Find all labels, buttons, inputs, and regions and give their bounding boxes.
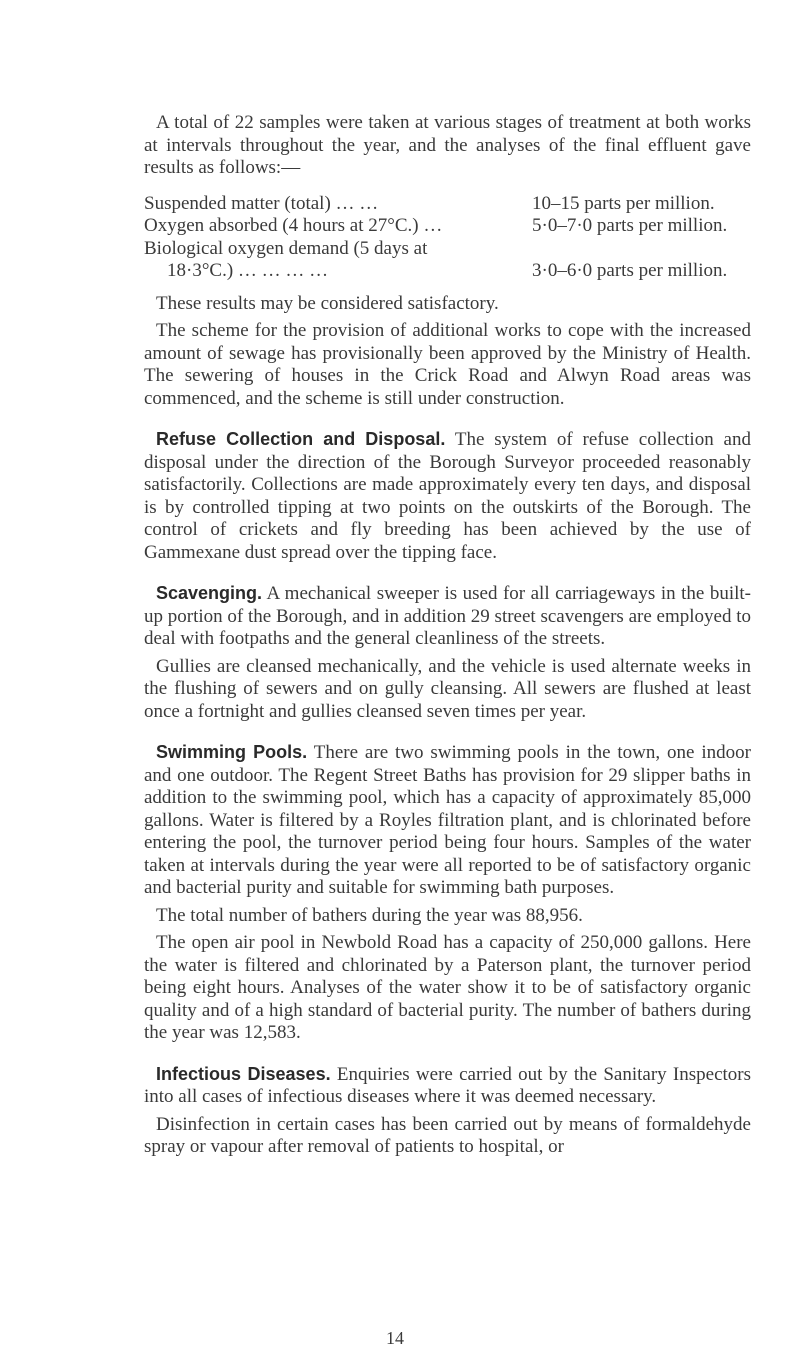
swimming-heading: Swimming Pools. [156,742,308,762]
effluent-results-table [144,193,751,283]
satisfactory-paragraph: These results may be considered satisfactory. [156,292,499,314]
infectious-section [144,1063,751,1109]
result-row [144,215,751,238]
result-value: 3·0–6·0 parts per million. [532,260,728,281]
result-row [144,238,751,261]
disinfection-paragraph: Disinfection in certain cases has been carried out by means of formaldehyde spray or vapour after removal of patients to hospital, or [144,1113,751,1157]
open-air-paragraph: The open air pool in Newbold Road has a capacity of 250,000 gallons. Here the water is filtered and chlorinated by a Paterson plant, the turnover period being eight hours. Analyses of the water show it to be of satisfactory organic quality and of a high standard of bacterial purity. The number of bathers during the year was 12,583. [144,932,751,1043]
result-row [144,260,751,283]
bathers-paragraph: The total number of bathers during the year was 88,956. [156,904,583,926]
refuse-section [144,428,751,564]
scavenging-text: A mechanical sweeper is used for all carriageways in the built-up portion of the Borough, and in addition 29 street scavengers are employed to deal with footpaths and the general cleanliness of the streets. [144,583,752,649]
scavenging-heading: Scavenging. [156,583,263,603]
swimming-section [144,741,751,900]
swimming-text: There are two swimming pools in the town, one indoor and one outdoor. The Regent Street Baths has provision for 29 slipper baths in addition to the swimming pool, which has a capacity of approximately 85,000 gallons. Water is filtered by a Royles filtration plant, and is chlorinated before entering the pool, the turnover period being four hours. Samples of the water taken at intervals during the year were all reported to be of satisfactory organic and bacterial purity and suitable for swimming bath purposes. [144,742,751,898]
refuse-text: The system of refuse collection and disposal under the direction of the Borough Surveyor proceeded reasonably satisfactorily. Collections are made approximately every ten days, and disposal is by controlled tipping at two points on the outskirts of the Borough. The control of crickets and fly breeding has been achieved by the use of Gammexane dust spread over the tipping face. [144,429,751,563]
result-label: Biological oxygen demand (5 days at [144,237,428,259]
result-value: 5·0–7·0 parts per million. [532,215,728,236]
page-number: 14 [386,1328,404,1348]
scheme-paragraph: The scheme for the provision of additional works to cope with the increased amount of sewage has provisionally been approved by the Ministry of Health. The sewering of houses in the Crick Road and Alwyn Road areas was commenced, and the scheme is still under construction. [144,320,751,409]
refuse-heading: Refuse Collection and Disposal. [156,429,446,449]
document-page [144,112,751,1159]
result-label: Oxygen absorbed (4 hours at 27°C.) … [144,215,443,236]
result-label: 18·3°C.) … … … … [167,260,329,281]
result-label: Suspended matter (total) … … [144,192,379,214]
intro-paragraph: A total of 22 samples were taken at various stages of treatment at both works at intervals throughout the year, and the analyses of the final effluent gave results as follows:— [144,112,751,178]
gullies-paragraph: Gullies are cleansed mechanically, and the vehicle is used alternate weeks in the flushing of sewers and on gully cleansing. All sewers are flushed at least once a fortnight and gullies cleansed seven times per year. [144,655,751,722]
infectious-heading: Infectious Diseases. [156,1063,331,1084]
scavenging-section [144,582,751,651]
result-row [144,193,751,216]
result-value: 10–15 parts per million. [532,192,715,214]
infectious-text: Enquiries were carried out by the Sanitary Inspectors into all cases of infectious diseases where it was deemed necessary. [144,1063,752,1107]
